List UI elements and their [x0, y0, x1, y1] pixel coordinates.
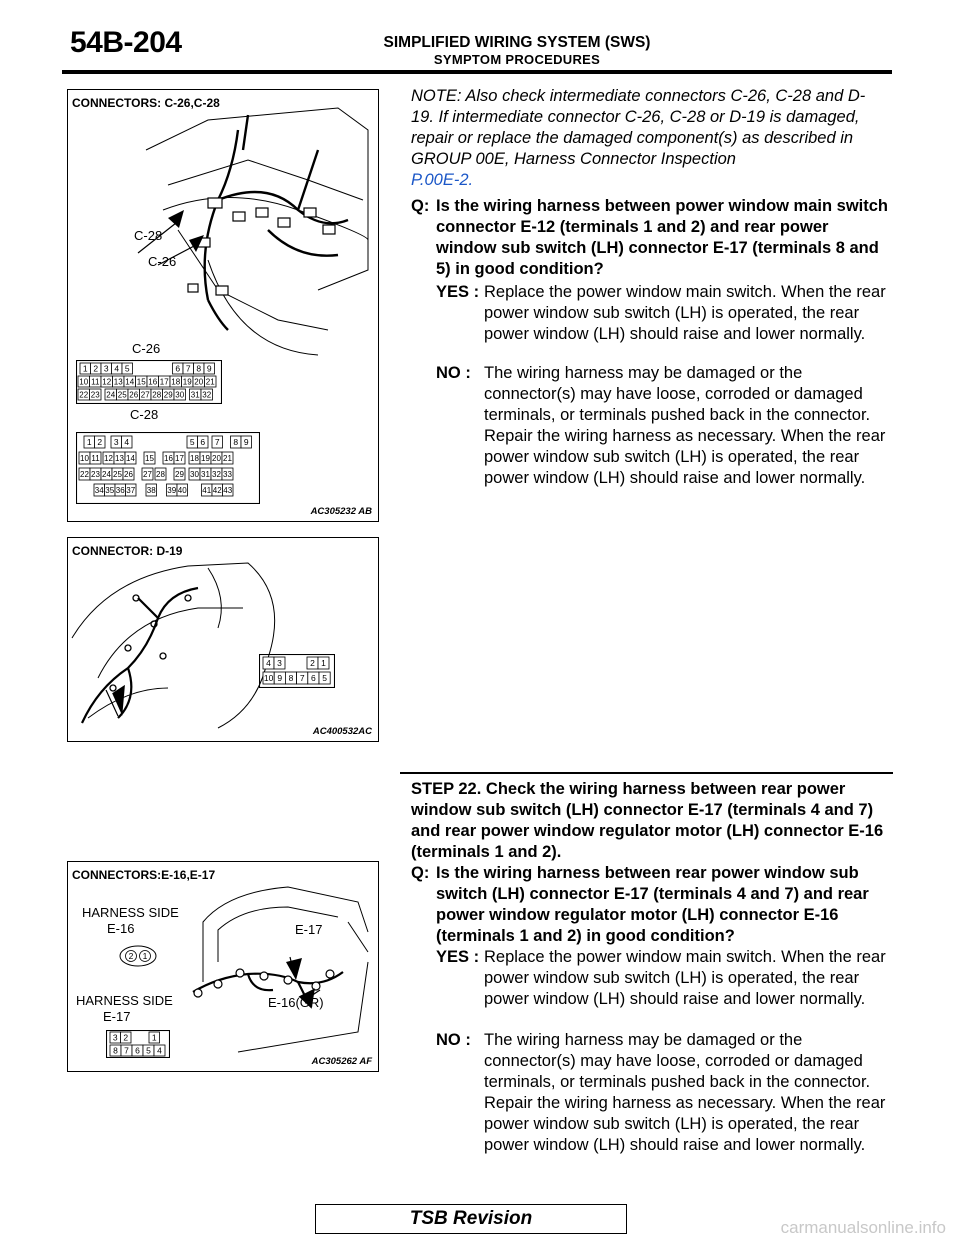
svg-text:7: 7 [124, 1045, 129, 1056]
svg-text:11: 11 [91, 377, 100, 387]
connector-e16-pinout [118, 944, 158, 968]
connector-pin [113, 376, 125, 387]
svg-text:18: 18 [171, 377, 181, 387]
svg-text:1: 1 [86, 437, 92, 448]
yes-key: YES : [436, 948, 480, 966]
connector-pin [101, 363, 112, 374]
svg-text:27: 27 [140, 390, 150, 400]
question-text: Is the wiring harness between power window main switch connector E-12 (terminals 1 and 2) and rear power window sub switch (LH) connector E-17 (terminals 8 and 5) in good condition? [436, 197, 889, 278]
callout-e16: E-16(GR) [268, 995, 324, 1010]
connector-pin [128, 389, 140, 400]
section-title: SIMPLIFIED WIRING SYSTEM (SWS) [383, 34, 651, 51]
connector-pin [154, 1045, 165, 1056]
svg-text:14: 14 [126, 453, 135, 463]
connector-c26-label: C-26 [132, 341, 161, 356]
connector-pin [90, 389, 102, 400]
svg-text:13: 13 [115, 453, 124, 463]
figure-id: AC400532AC [312, 726, 372, 737]
svg-text:8: 8 [288, 673, 294, 684]
svg-text:6: 6 [200, 437, 206, 448]
connector-pin [112, 468, 123, 480]
connector-pin [111, 436, 122, 448]
figure-title: CONNECTORS:E-16,E-17 [72, 868, 216, 882]
svg-text:18: 18 [190, 453, 199, 463]
svg-text:3: 3 [112, 1032, 118, 1043]
svg-text:3: 3 [277, 658, 282, 669]
svg-text:19: 19 [201, 453, 210, 463]
svg-text:5: 5 [189, 437, 195, 448]
svg-text:32: 32 [202, 390, 212, 400]
connector-pin [79, 468, 90, 480]
connector-pin [201, 389, 213, 400]
connector-pin [274, 657, 285, 669]
svg-text:10: 10 [80, 453, 89, 463]
connector-pin [187, 436, 198, 448]
harness-e17-line1: HARNESS SIDE [76, 993, 173, 1008]
svg-text:31: 31 [190, 390, 200, 400]
no-text: The wiring harness may be damaged or the connector(s) may have loose, corroded or damaged terminals, or terminals pushed back in the connector. Repair the wiring harness as necessary. When the rear power window sub switch (LH) is operated, the rear power window (LH) should raise and lower normally. [484, 1031, 886, 1154]
svg-text:43: 43 [223, 485, 233, 495]
connector-pin [80, 363, 91, 374]
svg-text:29: 29 [163, 390, 173, 400]
svg-text:27: 27 [143, 469, 152, 479]
connector-pin [159, 376, 171, 387]
section-subtitle: SYMPTOM PROCEDURES [433, 52, 601, 67]
svg-text:22: 22 [80, 469, 89, 479]
question-1 [411, 196, 891, 280]
connector-pin [115, 484, 126, 496]
connector-pin [263, 672, 274, 684]
svg-text:5: 5 [322, 673, 327, 684]
connector-pin [117, 389, 129, 400]
connector-pin [211, 468, 222, 480]
connector-pin [194, 363, 205, 374]
svg-text:1: 1 [142, 951, 148, 961]
svg-text:4: 4 [124, 437, 130, 448]
svg-text:17: 17 [159, 377, 169, 387]
watermark: carmanualsonline.info [780, 1218, 946, 1237]
svg-text:6: 6 [311, 673, 316, 684]
connector-pin [200, 452, 211, 464]
connector-pin [222, 452, 233, 464]
connector-pin [231, 436, 242, 448]
svg-text:5: 5 [146, 1045, 151, 1056]
connector-pin [174, 389, 186, 400]
figure-id: AC305232 AB [310, 506, 372, 517]
question-key: Q: [411, 197, 430, 215]
tsb-revision-footer: TSB Revision [315, 1204, 627, 1234]
connector-pin [319, 672, 330, 684]
svg-text:6: 6 [135, 1045, 140, 1056]
svg-text:26: 26 [129, 390, 139, 400]
connector-pin [94, 484, 105, 496]
svg-text:1: 1 [151, 1032, 157, 1043]
no-key: NO : [436, 364, 471, 382]
figure-e16-e17 [67, 861, 379, 1072]
svg-text:36: 36 [115, 485, 125, 495]
svg-text:10: 10 [263, 673, 274, 684]
connector-pin [126, 951, 137, 962]
connector-pin [200, 468, 211, 480]
svg-text:3: 3 [103, 363, 109, 374]
svg-text:20: 20 [194, 377, 204, 387]
callout-c28: C-28 [134, 228, 163, 243]
connector-c28-pinout [76, 432, 260, 504]
connector-pin [147, 376, 159, 387]
svg-text:41: 41 [202, 485, 212, 495]
svg-text:24: 24 [102, 469, 111, 479]
svg-text:12: 12 [104, 453, 113, 463]
connector-c28-label: C-28 [130, 407, 159, 422]
svg-text:24: 24 [106, 390, 116, 400]
svg-text:37: 37 [126, 485, 136, 495]
harness-e16-line2: E-16 [107, 921, 135, 936]
svg-text:20: 20 [212, 453, 221, 463]
svg-text:6: 6 [175, 363, 181, 374]
svg-text:8: 8 [113, 1045, 118, 1056]
connector-pin [263, 657, 274, 669]
connector-pin [174, 452, 185, 464]
svg-text:4: 4 [114, 363, 120, 374]
svg-text:31: 31 [201, 469, 210, 479]
no-text: The wiring harness may be damaged or the connector(s) may have loose, corroded or damaged terminals, or terminals pushed back in the connector. Repair the wiring harness as necessary. When the rear power window sub switch (LH) is operated, the rear power window (LH) should raise and lower normally. [484, 364, 886, 487]
connector-pin [90, 376, 102, 387]
question-key: Q: [411, 864, 430, 882]
svg-text:11: 11 [91, 453, 100, 463]
svg-text:7: 7 [214, 437, 220, 448]
connector-pin [140, 389, 152, 400]
connector-pin [112, 363, 123, 374]
step-rule [400, 772, 893, 774]
connector-pin [297, 672, 308, 684]
figure-title: CONNECTORS: C-26,C-28 [72, 96, 220, 110]
note-paragraph [411, 86, 886, 191]
connector-pin [318, 657, 329, 669]
connector-pin [144, 452, 155, 464]
svg-text:33: 33 [223, 469, 232, 479]
svg-text:23: 23 [90, 390, 100, 400]
connector-pin [223, 484, 234, 496]
figure-id: AC305262 AF [311, 1056, 372, 1067]
connector-pin [163, 389, 175, 400]
connector-pin [205, 376, 217, 387]
connector-pin [198, 436, 209, 448]
connector-pin [189, 452, 200, 464]
svg-text:21: 21 [205, 377, 215, 387]
svg-text:15: 15 [136, 377, 146, 387]
connector-pin [241, 436, 252, 448]
answer-yes-2 [436, 947, 891, 1010]
svg-text:2: 2 [93, 363, 99, 374]
connector-pin [84, 436, 95, 448]
header-rule [62, 70, 892, 74]
connector-pin [211, 452, 222, 464]
connector-pin [90, 468, 101, 480]
svg-text:25: 25 [113, 469, 122, 479]
svg-text:9: 9 [243, 437, 249, 448]
harness-e17-line2: E-17 [103, 1009, 131, 1024]
connector-pin [79, 452, 90, 464]
step-22-heading: STEP 22. Check the wiring harness between rear power window sub switch (LH) connector E-17 (terminals 4 and 7) and rear power window regulator motor (LH) connector E-16 (terminals 1 and 2). [411, 780, 884, 861]
svg-text:2: 2 [128, 951, 134, 961]
connector-pin [308, 672, 319, 684]
svg-text:14: 14 [125, 377, 135, 387]
connector-pin [101, 468, 112, 480]
connector-pin [110, 1045, 121, 1056]
no-key: NO : [436, 1031, 471, 1049]
svg-text:29: 29 [175, 469, 184, 479]
connector-pin [140, 951, 151, 962]
connector-pin [125, 452, 136, 464]
svg-text:16: 16 [164, 453, 173, 463]
svg-text:3: 3 [113, 437, 119, 448]
svg-text:10: 10 [79, 377, 89, 387]
connector-pin [123, 468, 134, 480]
svg-text:25: 25 [117, 390, 127, 400]
question-text: Is the wiring harness between rear power window sub switch (LH) connector E-17 (terminals 4 and 7) and rear power window regulator motor (LH) connector E-16 (terminals 1 and 2) in good condition? [436, 864, 869, 945]
connector-pin [91, 363, 102, 374]
connector-pin [103, 452, 114, 464]
connector-pin [222, 468, 233, 480]
svg-text:40: 40 [177, 485, 187, 495]
svg-text:15: 15 [145, 453, 154, 463]
connector-pin [307, 657, 318, 669]
svg-text:35: 35 [105, 485, 115, 495]
svg-text:32: 32 [212, 469, 221, 479]
connector-pin [122, 436, 133, 448]
connector-pin [177, 484, 188, 496]
connector-pin [132, 1045, 143, 1056]
svg-text:28: 28 [152, 390, 162, 400]
svg-text:22: 22 [79, 390, 89, 400]
svg-text:1: 1 [82, 363, 88, 374]
rear-car-harness-illustration [68, 538, 378, 741]
harness-e16-line1: HARNESS SIDE [82, 905, 179, 920]
svg-text:8: 8 [233, 437, 239, 448]
svg-text:26: 26 [124, 469, 133, 479]
connector-pin [193, 376, 205, 387]
connector-pin [190, 389, 202, 400]
connector-c26-pinout [76, 360, 222, 404]
svg-text:30: 30 [190, 469, 199, 479]
svg-text:4: 4 [157, 1045, 162, 1056]
connector-pin [212, 484, 223, 496]
connector-pin [202, 484, 213, 496]
svg-text:42: 42 [212, 485, 222, 495]
svg-text:2: 2 [97, 437, 103, 448]
svg-text:4: 4 [266, 658, 271, 669]
svg-text:9: 9 [206, 363, 212, 374]
svg-text:23: 23 [91, 469, 100, 479]
section-code: 54B-204 [70, 26, 182, 59]
connector-e17-pinout [106, 1030, 170, 1058]
yes-text: Replace the power window main switch. When the rear power window sub switch (LH) is operated, the rear power window (LH) should raise and lower normally. [484, 948, 886, 1008]
svg-text:17: 17 [175, 453, 184, 463]
svg-text:39: 39 [167, 485, 177, 495]
connector-pin [183, 363, 194, 374]
answer-no-1 [436, 363, 891, 489]
callout-e17: E-17 [295, 922, 323, 937]
connector-pin [78, 376, 90, 387]
figure-c26-c28 [67, 89, 379, 522]
svg-text:34: 34 [94, 485, 104, 495]
svg-text:5: 5 [124, 363, 130, 374]
connector-pin [212, 436, 223, 448]
connector-pin [142, 468, 153, 480]
svg-text:8: 8 [196, 363, 202, 374]
connector-d19-pinout [259, 654, 335, 688]
callout-c26: C-26 [148, 254, 177, 269]
connector-pin [95, 436, 106, 448]
yes-text: Replace the power window main switch. When the rear power window sub switch (LH) is operated, the rear power window (LH) should raise and lower normally. [484, 283, 886, 343]
connector-pin [163, 452, 174, 464]
connector-pin [126, 484, 137, 496]
connector-pin [121, 1045, 132, 1056]
figure-title: CONNECTOR: D-19 [72, 544, 183, 558]
connector-pin [182, 376, 194, 387]
connector-pin [78, 389, 90, 400]
svg-text:38: 38 [146, 485, 156, 495]
connector-pin [149, 1032, 160, 1043]
svg-text:1: 1 [321, 658, 326, 669]
answer-yes-1 [436, 282, 891, 345]
connector-pin [155, 468, 166, 480]
connector-pin [274, 672, 285, 684]
question-2 [411, 863, 891, 947]
connector-pin [189, 468, 200, 480]
svg-text:7: 7 [299, 673, 305, 684]
connector-pin [124, 376, 136, 387]
svg-text:9: 9 [277, 673, 283, 684]
svg-text:12: 12 [102, 377, 112, 387]
svg-text:13: 13 [113, 377, 123, 387]
group-00e-link[interactable]: P.00E-2. [411, 171, 474, 189]
connector-pin [122, 363, 133, 374]
svg-text:16: 16 [148, 377, 158, 387]
svg-text:28: 28 [156, 469, 165, 479]
connector-pin [90, 452, 101, 464]
connector-pin [110, 1032, 121, 1043]
connector-pin [114, 452, 125, 464]
connector-pin [167, 484, 178, 496]
connector-pin [121, 1032, 132, 1043]
yes-key: YES : [436, 283, 480, 301]
connector-pin [174, 468, 185, 480]
note-text: NOTE: Also check intermediate connectors C-26, C-28 and D-19. If intermediate connector C-26, C-28 or D-19 is damaged, repair or replace the damaged component(s) as described in GROUP 00E, Harness Connector Inspection [411, 87, 866, 168]
connector-pin [101, 376, 113, 387]
connector-pin [105, 484, 116, 496]
figure-d19 [67, 537, 379, 742]
connector-pin [136, 376, 148, 387]
connector-pin [285, 672, 296, 684]
svg-text:2: 2 [123, 1032, 129, 1043]
svg-text:7: 7 [185, 363, 191, 374]
svg-text:21: 21 [223, 453, 232, 463]
connector-pin [143, 1045, 154, 1056]
connector-pin [204, 363, 215, 374]
svg-text:2: 2 [310, 658, 315, 669]
answer-no-2 [436, 1030, 891, 1156]
svg-text:19: 19 [182, 377, 192, 387]
svg-text:30: 30 [175, 390, 185, 400]
connector-pin [146, 484, 157, 496]
connector-pin [151, 389, 163, 400]
connector-pin [170, 376, 182, 387]
connector-pin [105, 389, 117, 400]
connector-pin [173, 363, 184, 374]
